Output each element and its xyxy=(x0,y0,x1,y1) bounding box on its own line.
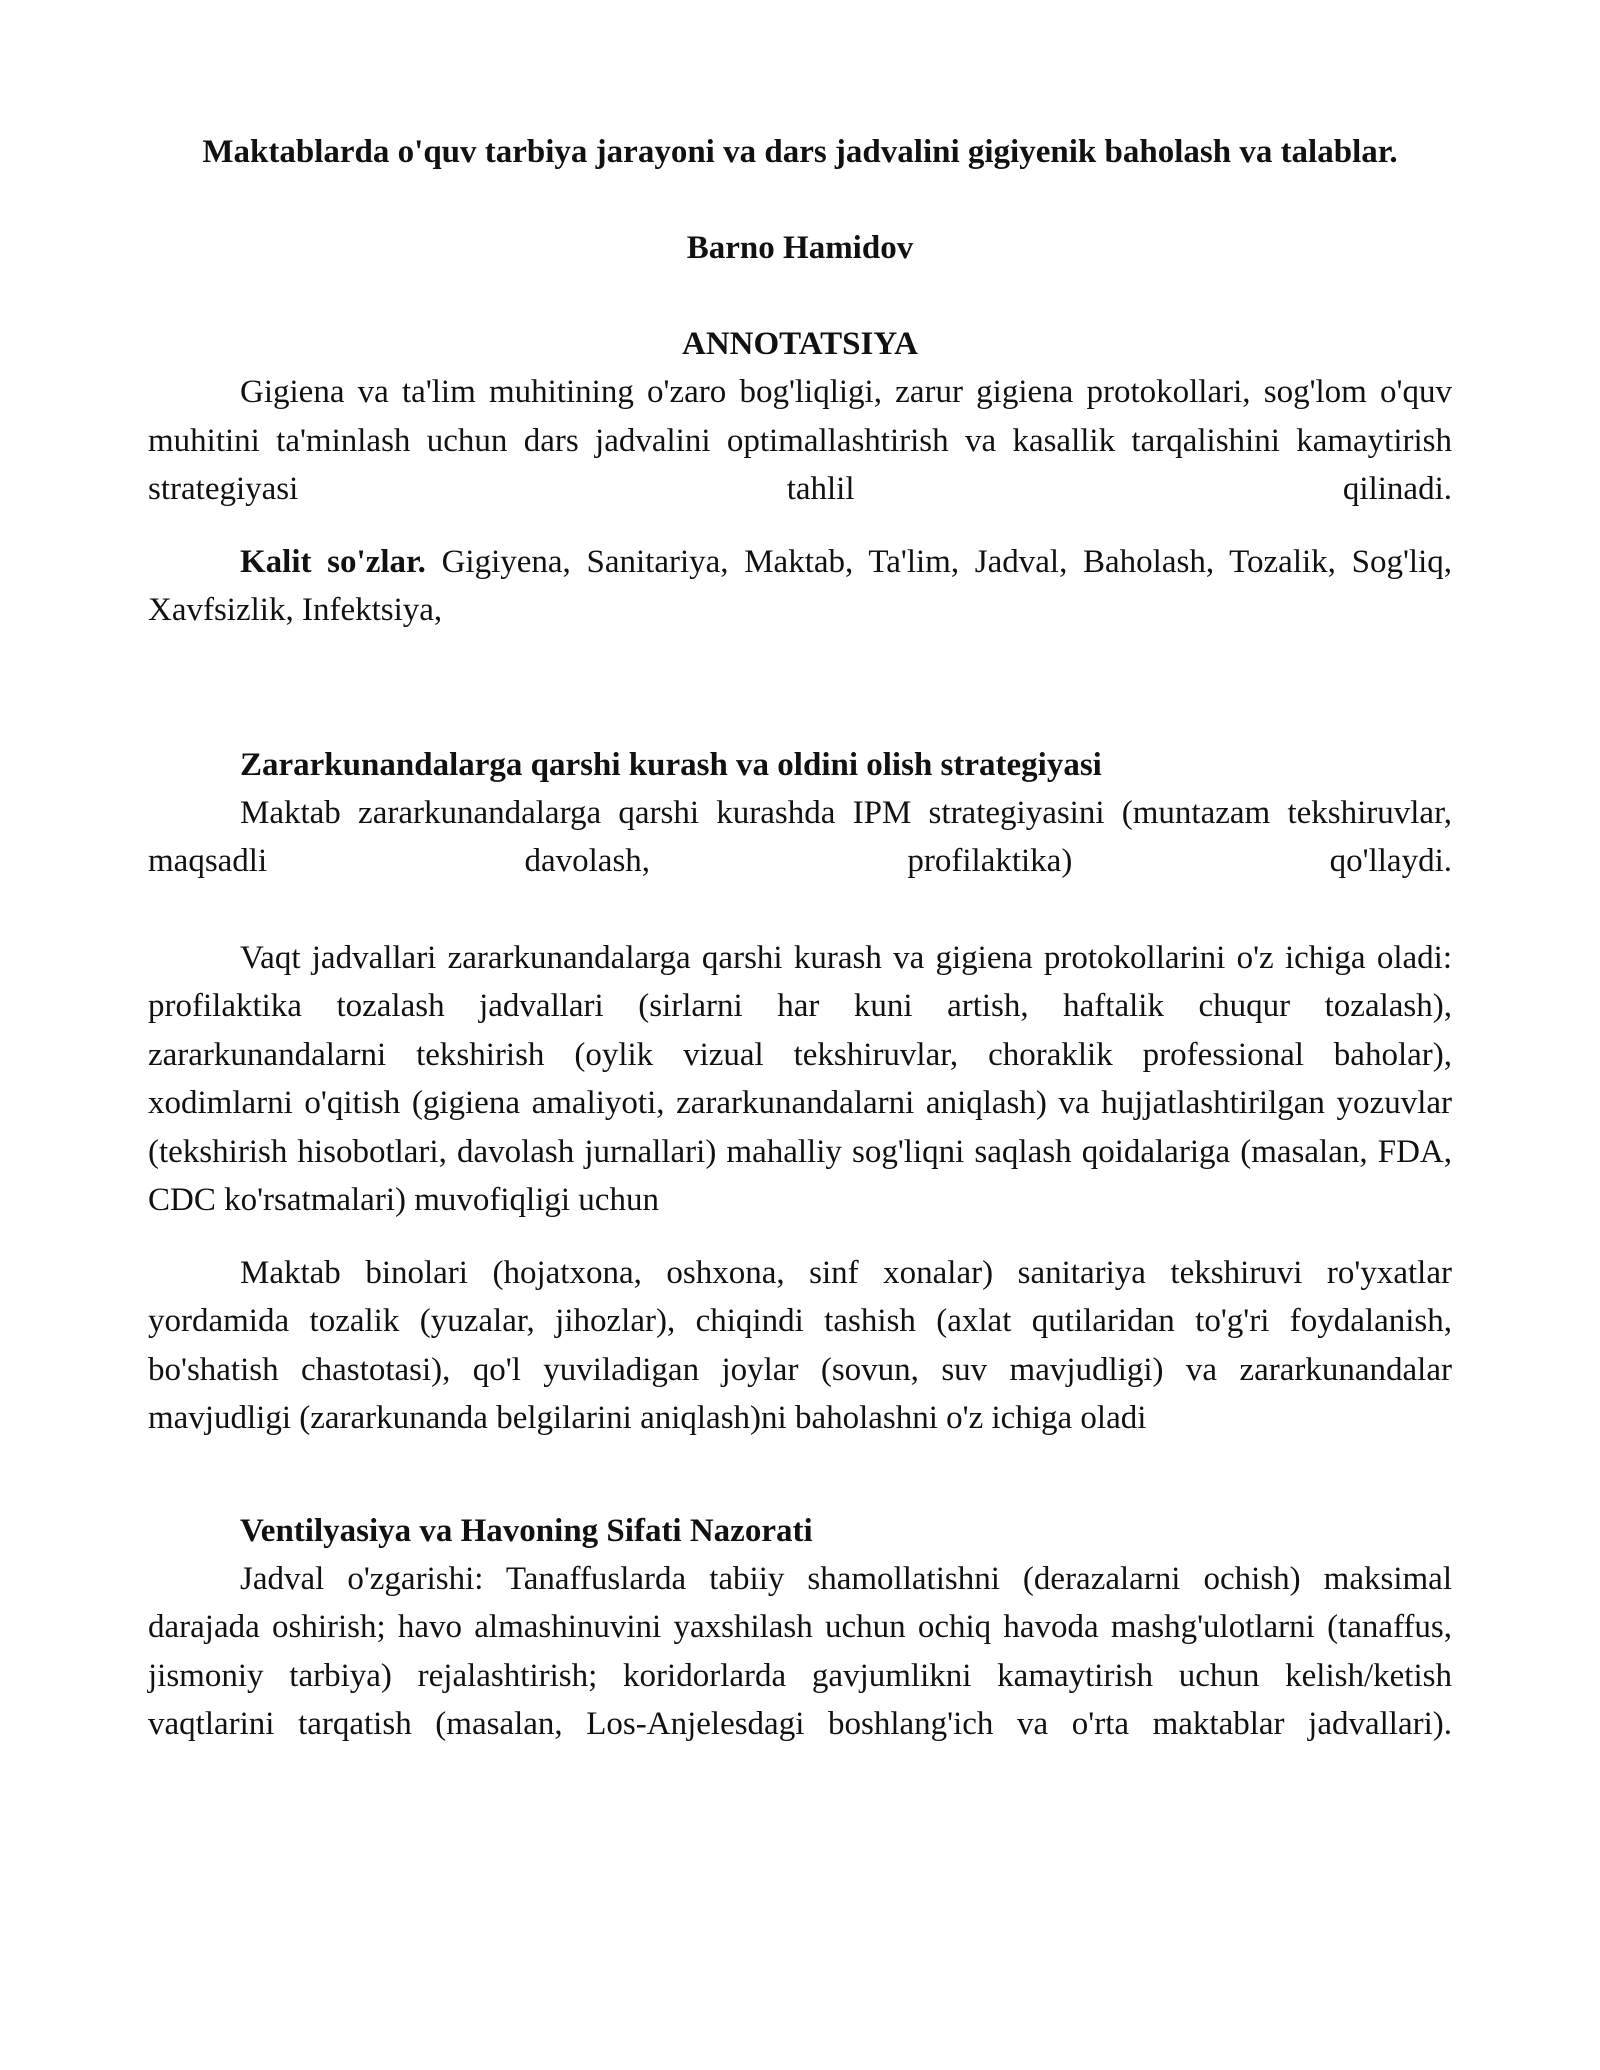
section1-paragraph-2: Vaqt jadvallari zararkunandalarga qarshi kurash va gigiena protokollarini o'z ichiga oladi: profilaktika tozalash jadvallari (sirlarni har kuni artish, haftalik chuqur tozalash), zararkunandalarni tekshirish (oylik vizual tekshiruvlar, choraklik professional baholar), xodimlarni o'qitish (gigiena amaliyoti, zararkunandalarni aniqlash) va hujjatlashtirilgan yozuvlar (tekshirish hisobotlari, davolash jurnallari) mahalliy sog'liqni saqlash qoidalariga (masalan, FDA, CDC ko'rsatmalari) muvofiqligi uchun xyxy=(148,939,1452,1218)
document-title: Maktablarda o'quv tarbiya jarayoni va dars jadvalini gigiyenik baholash va talablar. xyxy=(202,134,1398,170)
keywords-label: Kalit so'zlar. xyxy=(240,543,426,580)
keywords-paragraph xyxy=(148,538,1452,635)
section2-paragraph-1: Jadval o'zgarishi: Tanaffuslarda tabiiy shamollatishni (derazalarni ochish) maksimal darajada oshirish; havo almashinuvini yaxshilash uchun ochiq havoda mashg'ulotlarni (tanaffus, jismoniy tarbiya) rejalashtirish; koridorlarda gavjumlikni kamaytirish uchun kelish/ketish vaqtlarini tarqatish (masalan, Los-Anjelesdagi boshlang'ich va o'rta maktablar jadvallari). xyxy=(148,1560,1452,1742)
section-heading-ventilation: Ventilyasiya va Havoning Sifati Nazorati xyxy=(240,1512,813,1549)
keywords-list: Gigiyena, Sanitariya, Maktab, Ta'lim, Jadval, Baholash, Tozalik, Sog'liq, Xavfsizlik, Infektsiya, xyxy=(148,543,1452,628)
author-name: Barno Hamidov xyxy=(686,230,914,266)
annotation-heading: ANNOTATSIYA xyxy=(682,326,918,362)
document-page xyxy=(148,128,1452,1749)
section-heading-pest-control: Zararkunandalarga qarshi kurash va oldini olish strategiyasi xyxy=(240,746,1102,783)
annotation-paragraph: Gigiena va ta'lim muhitining o'zaro bog'liqligi, zarur gigiena protokollari, sog'lom o'quv muhitini ta'minlash uchun dars jadvalini optimallashtirish va kasallik tarqalishini kamaytirish strategiyasi tahlil qilinadi. xyxy=(148,374,1452,507)
section1-paragraph-3: Maktab binolari (hojatxona, oshxona, sinf xonalar) sanitariya tekshiruvi ro'yxatlar yordamida tozalik (yuzalar, jihozlar), chiqindi tashish (axlat qutilaridan to'g'ri foydalanish, bo'shatish chastotasi), qo'l yuviladigan joylar (sovun, suv mavjudligi) va zararkunandalar mavjudligi (zararkunanda belgilarini aniqlash)ni baholashni o'z ichiga oladi xyxy=(148,1254,1452,1436)
section1-paragraph-1: Maktab zararkunandalarga qarshi kurashda IPM strategiyasini (muntazam tekshiruvlar, maqsadli davolash, profilaktika) qo'llaydi. xyxy=(148,794,1452,879)
